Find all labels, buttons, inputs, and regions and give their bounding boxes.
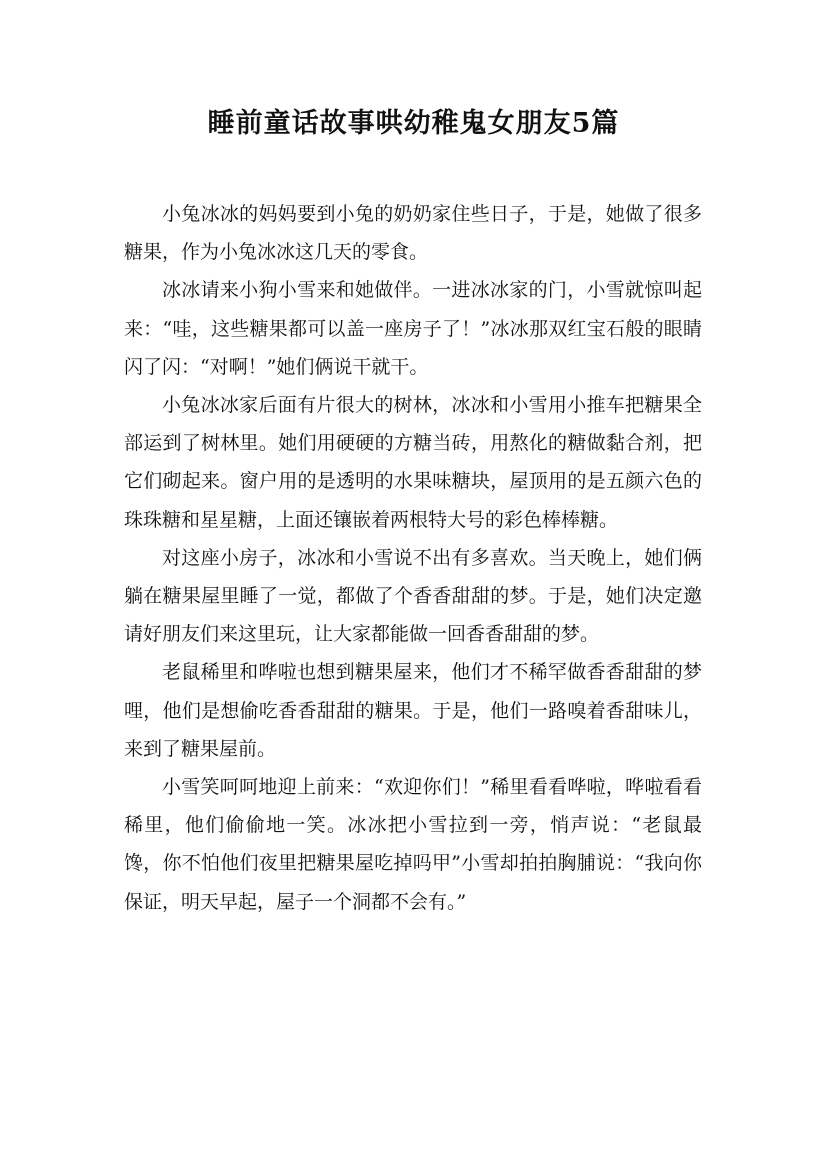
- paragraph-6: 小雪笑呵呵地迎上前来：“欢迎你们！”稀里看看哗啦，哗啦看看稀里，他们偷偷地一笑。冰冰把小雪拉到一旁，悄声说：“老鼠最馋，你不怕他们夜里把糖果屋吃掉吗甲”小雪却拍拍胸脯说：“我向你保证，明天早起，屋子一个洞都不会有。”: [124, 776, 702, 913]
- paragraph-5: 老鼠稀里和哗啦也想到糖果屋来，他们才不稀罕做香香甜甜的梦哩，他们是想偷吃香香甜甜的糖果。于是，他们一路嗅着香甜味儿，来到了糖果屋前。: [124, 661, 702, 760]
- paragraph-4: 对这座小房子，冰冰和小雪说不出有多喜欢。当天晚上，她们俩躺在糖果屋里睡了一觉，都做了个香香甜甜的梦。于是，她们决定邀请好朋友们来这里玩，让大家都能做一回香香甜甜的梦。: [124, 546, 702, 646]
- document-title: 睡前童话故事哄幼稚鬼女朋友5篇: [207, 108, 620, 139]
- document-body: [124, 195, 702, 921]
- paragraph-3: 小兔冰冰家后面有片很大的树林，冰冰和小雪用小推车把糖果全部运到了树林里。她们用硬硬的方糖当砖，用熬化的糖做黏合剂，把它们砌起来。窗户用的是透明的水果味糖块，屋顶用的是五颜六色的珠珠糖和星星糖，上面还镶嵌着两根特大号的彩色棒棒糖。: [124, 394, 702, 531]
- paragraph-2: 冰冰请来小狗小雪来和她做伴。一进冰冰家的门，小雪就惊叫起来：“哇，这些糖果都可以盖一座房子了！”冰冰那双红宝石般的眼睛闪了闪：“对啊！”她们俩说干就干。: [124, 279, 702, 378]
- paragraph-1: 小兔冰冰的妈妈要到小兔的奶奶家住些日子，于是，她做了很多糖果，作为小兔冰冰这几天的零食。: [124, 203, 702, 264]
